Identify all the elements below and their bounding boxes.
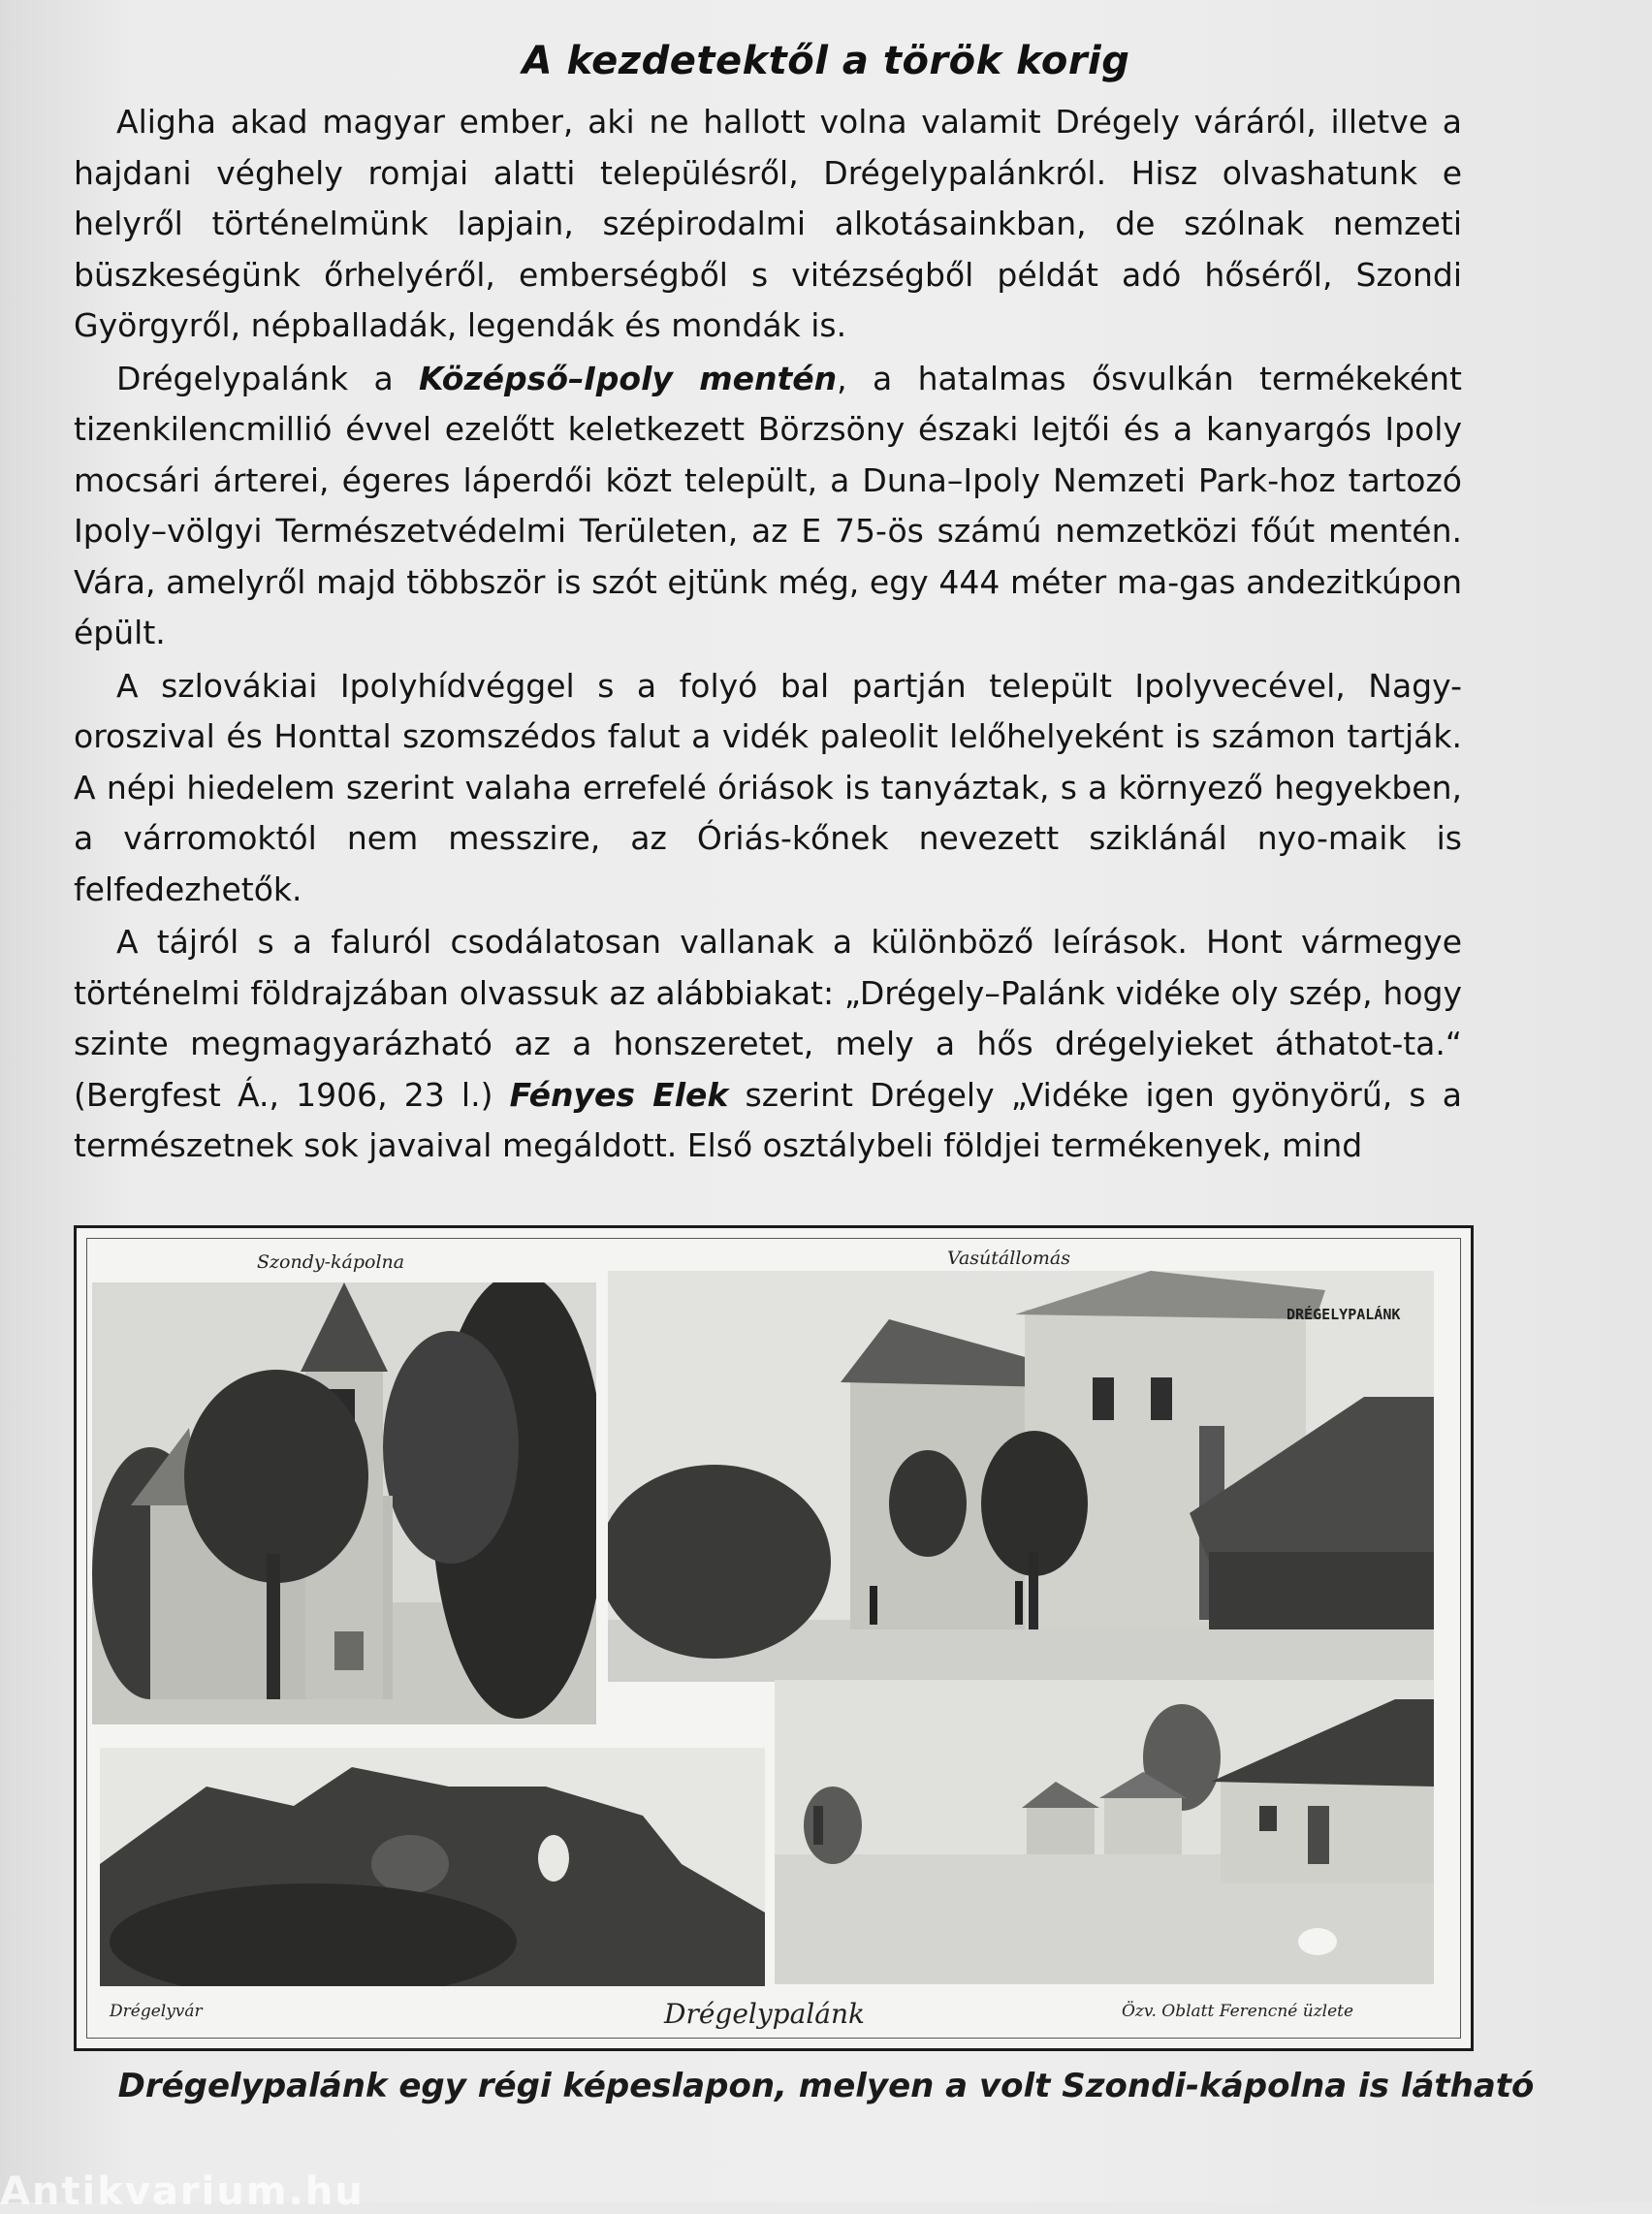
postcard-label-town: Drégelypalánk	[664, 1998, 865, 2030]
paragraph	[74, 917, 1462, 1172]
watermark: Antikvarium.hu	[0, 2169, 365, 2214]
chapel-photo	[92, 1282, 596, 1724]
castle-ruins-photo	[100, 1748, 765, 1986]
paragraph	[74, 97, 1462, 352]
paragraph	[74, 354, 1462, 659]
shop-street-photo	[775, 1680, 1434, 1984]
emphasized-text: Középső–Ipoly mentén	[419, 359, 838, 397]
figure-caption: Drégelypalánk egy régi képeslapon, melyen a volt Szondi-kápolna is látható	[117, 2067, 1535, 2105]
postcard-figure	[74, 1225, 1474, 2051]
body-text	[74, 97, 1462, 1174]
postcard-label-castle: Drégelyvár	[110, 2002, 203, 2021]
paragraph-text: Aligha akad magyar ember, aki ne hallott volna valamit Drégely váráról, illetve a hajdani véghely romjai alatti településről, Drégelypalánkról. Hisz olvashatunk e helyről történelmünk lapjain, szépirodalmi alkotásainkban, de szólnak nemzeti büszkeségünk őrhelyéről, emberségből s vitézségből példát adó hőséről, Szondi Györgyről, népballadák, legendák és mondák is.	[74, 103, 1462, 344]
station-sign: DRÉGELYPALÁNK	[1287, 1306, 1401, 1323]
paragraph-text: , a hatalmas ősvulkán termékeként tizenkilencmillió évvel ezelőtt keletkezett Börzsöny északi lejtői és a kanyargós Ipoly mocsári árterei, égeres láperdői közt települt, a Duna–Ipoly Nemzeti Park-hoz tartozó Ipoly–völgyi Természetvédelmi Területen, az E 75-ös számú nemzetközi főút mentén. Vára, amelyről majd többször is szót ejtünk még, egy 444 méter ma-gas andezitkúpon épült.	[74, 359, 1462, 651]
paragraph-text: Drégelypalánk a	[116, 359, 420, 397]
emphasized-text: Fényes Elek	[509, 1075, 729, 1114]
paragraph-text: A szlovákiai Ipolyhídvéggel s a folyó bal partján települt Ipolyvecével, Nagy-oroszival és Honttal szomszédos falut a vidék paleolit lelőhelyeként is számon tartják. A népi hiedelem szerint valaha errefelé óriások is tanyáztak, s a környező hegyekben, a várromoktól nem messzire, az Óriás-kőnek nevezett sziklánál nyo-maik is felfedezhetők.	[74, 666, 1462, 908]
postcard-label-shop: Özv. Oblatt Ferencné üzlete	[1122, 2002, 1354, 2021]
paragraph-text: szerint Drégely „Vidéke igen gyönyörű, s a természetnek sok javaival megáldott. Első osztálybeli földjei termékenyek, mind	[74, 1075, 1462, 1164]
postcard-label-station: Vasútállomás	[947, 1248, 1070, 1269]
station-photo	[608, 1271, 1434, 1682]
page-title: A kezdetektől a török korig	[522, 39, 1130, 83]
postcard-label-chapel: Szondy-kápolna	[257, 1251, 405, 1273]
paragraph	[74, 661, 1462, 916]
paragraph-text: A tájról s a faluról csodálatosan vallanak a különböző leírások. Hont vármegye történelmi földrajzában olvassuk az alábbiakat: „Drégely–Palánk vidéke oly szép, hogy szinte megmagyarázható az a honszeretet, mely a hős drégelyieket áthatot-ta.“ (Bergfest Á., 1906, 23 l.)	[74, 923, 1462, 1114]
